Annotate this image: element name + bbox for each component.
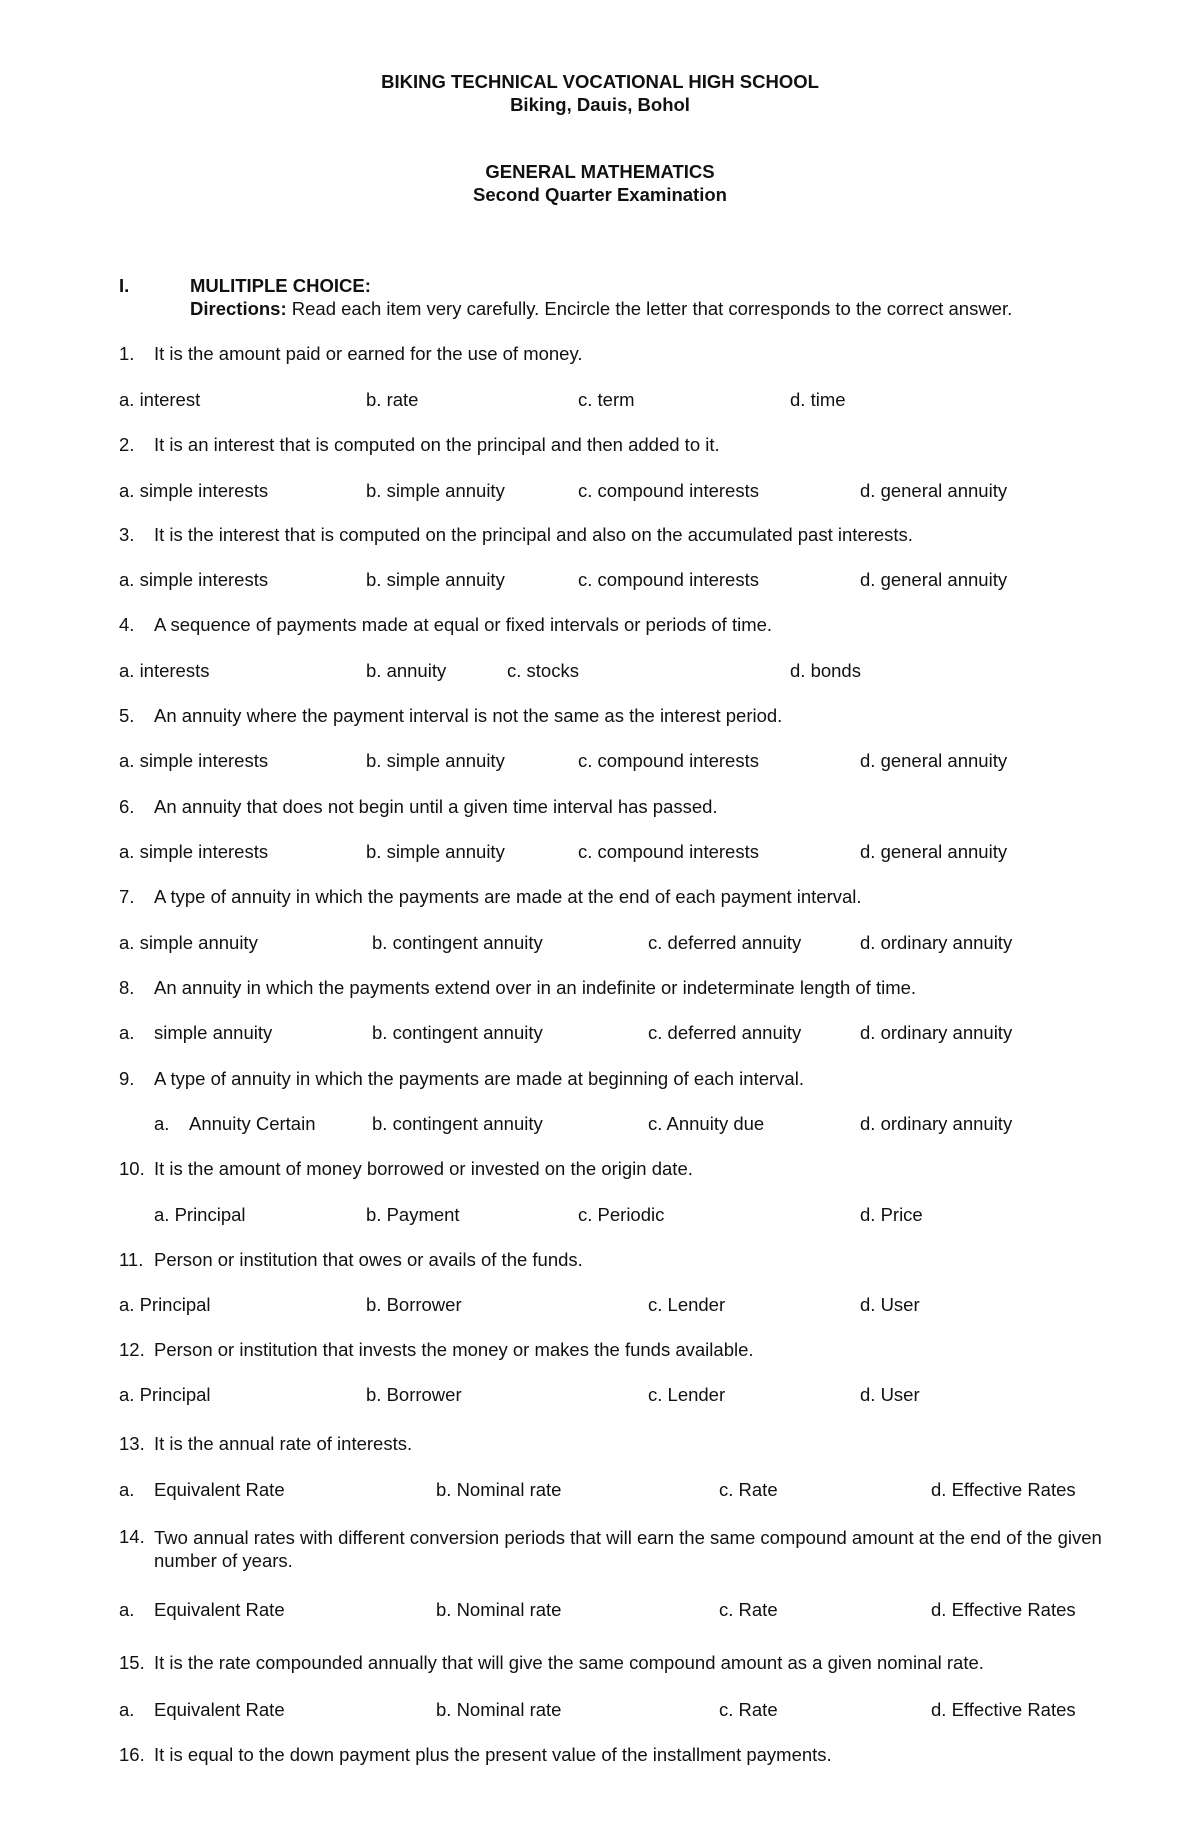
option-b[interactable]: b. contingent annuity — [372, 932, 543, 953]
question-number: 11. — [119, 1249, 144, 1270]
question-number: 3. — [119, 524, 135, 545]
directions — [190, 298, 1012, 320]
question-text: Person or institution that invests the money or makes the funds available. — [154, 1339, 754, 1360]
option-c[interactable]: c. Annuity due — [648, 1113, 765, 1134]
option-a[interactable]: Equivalent Rate — [154, 1699, 285, 1720]
question-10 — [119, 1158, 693, 1180]
question-text: It is the annual rate of interests. — [154, 1433, 413, 1454]
option-d[interactable]: d. User — [860, 1294, 920, 1315]
question-number: 5. — [119, 705, 135, 726]
option-a[interactable]: a. simple interests — [119, 841, 269, 862]
option-a[interactable]: a. Principal — [154, 1204, 246, 1225]
option-b[interactable]: b. Nominal rate — [436, 1699, 562, 1720]
option-b[interactable]: b. contingent annuity — [372, 1022, 543, 1043]
option-a-letter[interactable]: a. — [154, 1113, 170, 1134]
question-number: 14. — [119, 1526, 145, 1547]
option-d[interactable]: d. Effective Rates — [931, 1599, 1076, 1620]
question-text: It is the interest that is computed on the principal and also on the accumulated past interests. — [154, 524, 913, 545]
question-number: 15. — [119, 1652, 145, 1673]
option-d[interactable]: d. ordinary annuity — [860, 1113, 1013, 1134]
question-number: 16. — [119, 1744, 145, 1765]
option-b[interactable]: b. simple annuity — [366, 480, 505, 501]
section-numeral: I. — [119, 275, 130, 296]
directions-text: Read each item very carefully. Encircle the letter that corresponds to the correct answer. — [286, 298, 1013, 319]
question-9 — [119, 1068, 804, 1090]
question-text: An annuity in which the payments extend over in an indefinite or indeterminate length of time. — [154, 977, 917, 998]
option-a-letter[interactable]: a. — [119, 1022, 135, 1043]
question-number: 9. — [119, 1068, 135, 1089]
option-c[interactable]: c. stocks — [507, 660, 579, 681]
question-number: 13. — [119, 1433, 145, 1454]
option-b[interactable]: b. Payment — [366, 1204, 460, 1225]
option-b[interactable]: b. simple annuity — [366, 569, 505, 590]
option-c[interactable]: c. Periodic — [578, 1204, 665, 1225]
subject-title: GENERAL MATHEMATICS — [485, 161, 715, 182]
question-number: 10. — [119, 1158, 145, 1179]
question-1 — [119, 343, 583, 365]
option-b[interactable]: b. contingent annuity — [372, 1113, 543, 1134]
section-title: MULITIPLE CHOICE: — [190, 275, 371, 296]
question-6 — [119, 796, 718, 818]
option-c[interactable]: c. compound interests — [578, 750, 759, 771]
option-c[interactable]: c. Rate — [719, 1699, 778, 1720]
option-b[interactable]: b. Nominal rate — [436, 1599, 562, 1620]
question-text: A type of annuity in which the payments are made at the end of each payment interval. — [154, 886, 862, 907]
option-a[interactable]: a. interest — [119, 389, 201, 410]
option-d[interactable]: d. Effective Rates — [931, 1699, 1076, 1720]
option-d[interactable]: d. ordinary annuity — [860, 1022, 1013, 1043]
directions-label: Directions: — [190, 298, 287, 319]
option-d[interactable]: d. general annuity — [860, 750, 1008, 771]
option-d[interactable]: d. User — [860, 1384, 920, 1405]
question-number: 6. — [119, 796, 135, 817]
option-a[interactable]: simple annuity — [154, 1022, 273, 1043]
option-b[interactable]: b. annuity — [366, 660, 447, 681]
option-a[interactable]: Annuity Certain — [189, 1113, 316, 1134]
option-d[interactable]: d. time — [790, 389, 846, 410]
option-c[interactable]: c. deferred annuity — [648, 1022, 802, 1043]
question-number: 4. — [119, 614, 135, 635]
option-c[interactable]: c. Rate — [719, 1599, 778, 1620]
question-16 — [119, 1744, 832, 1766]
option-a[interactable]: a. Principal — [119, 1384, 211, 1405]
option-b[interactable]: b. simple annuity — [366, 750, 505, 771]
question-text: It is equal to the down payment plus the present value of the installment payments. — [154, 1744, 832, 1765]
option-a[interactable]: Equivalent Rate — [154, 1599, 285, 1620]
option-a[interactable]: Equivalent Rate — [154, 1479, 285, 1500]
option-a[interactable]: a. Principal — [119, 1294, 211, 1315]
option-c[interactable]: c. compound interests — [578, 841, 759, 862]
option-c[interactable]: c. Rate — [719, 1479, 778, 1500]
option-b[interactable]: b. rate — [366, 389, 419, 410]
option-c[interactable]: c. term — [578, 389, 635, 410]
option-b[interactable]: b. simple annuity — [366, 841, 505, 862]
option-a[interactable]: a. simple interests — [119, 750, 269, 771]
option-a-letter[interactable]: a. — [119, 1699, 135, 1720]
option-b[interactable]: b. Nominal rate — [436, 1479, 562, 1500]
question-8 — [119, 977, 916, 999]
question-text: It is the amount paid or earned for the use of money. — [154, 343, 583, 364]
question-text: A type of annuity in which the payments are made at beginning of each interval. — [154, 1068, 804, 1089]
question-text: A sequence of payments made at equal or fixed intervals or periods of time. — [154, 614, 773, 635]
question-number: 8. — [119, 977, 135, 998]
question-3 — [119, 524, 913, 546]
exam-title: Second Quarter Examination — [473, 184, 727, 205]
school-name: BIKING TECHNICAL VOCATIONAL HIGH SCHOOL — [381, 71, 819, 92]
question-text: Person or institution that owes or avails of the funds. — [154, 1249, 583, 1270]
option-c[interactable]: c. Lender — [648, 1294, 726, 1315]
question-text: It is the amount of money borrowed or invested on the origin date. — [154, 1158, 693, 1179]
option-c[interactable]: c. deferred annuity — [648, 932, 802, 953]
question-number: 1. — [119, 343, 135, 364]
question-13 — [119, 1433, 412, 1455]
question-text: Two annual rates with different conversion periods that will earn the same compound amount at the end of the given number of years. — [154, 1527, 1102, 1571]
question-15 — [119, 1652, 984, 1674]
question-text: It is the rate compounded annually that will give the same compound amount as a given nominal rate. — [154, 1652, 984, 1673]
option-a[interactable]: a. simple interests — [119, 480, 269, 501]
question-14 — [119, 1526, 1116, 1572]
option-a-letter[interactable]: a. — [119, 1479, 135, 1500]
option-d[interactable]: d. Effective Rates — [931, 1479, 1076, 1500]
option-c[interactable]: c. compound interests — [578, 569, 759, 590]
option-d[interactable]: d. Price — [860, 1204, 923, 1225]
question-number: 7. — [119, 886, 135, 907]
question-number: 12. — [119, 1339, 145, 1360]
question-number: 2. — [119, 434, 135, 455]
question-5 — [119, 705, 782, 727]
question-7 — [119, 886, 862, 908]
question-2 — [119, 434, 720, 456]
option-a[interactable]: a. simple interests — [119, 569, 269, 590]
question-12 — [119, 1339, 754, 1361]
option-c[interactable]: c. Lender — [648, 1384, 726, 1405]
school-address: Biking, Dauis, Bohol — [510, 94, 690, 115]
option-a[interactable]: a. interests — [119, 660, 210, 681]
option-d[interactable]: d. general annuity — [860, 480, 1008, 501]
option-d[interactable]: d. ordinary annuity — [860, 932, 1013, 953]
option-d[interactable]: d. general annuity — [860, 841, 1008, 862]
question-4 — [119, 614, 772, 636]
option-a[interactable]: a. simple annuity — [119, 932, 258, 953]
question-text: An annuity where the payment interval is not the same as the interest period. — [154, 705, 783, 726]
option-d[interactable]: d. bonds — [790, 660, 861, 681]
option-b[interactable]: b. Borrower — [366, 1294, 462, 1315]
question-11 — [119, 1249, 583, 1271]
question-text: An annuity that does not begin until a given time interval has passed. — [154, 796, 718, 817]
option-d[interactable]: d. general annuity — [860, 569, 1008, 590]
question-text: It is an interest that is computed on the principal and then added to it. — [154, 434, 720, 455]
option-a-letter[interactable]: a. — [119, 1599, 135, 1620]
option-b[interactable]: b. Borrower — [366, 1384, 462, 1405]
option-c[interactable]: c. compound interests — [578, 480, 759, 501]
